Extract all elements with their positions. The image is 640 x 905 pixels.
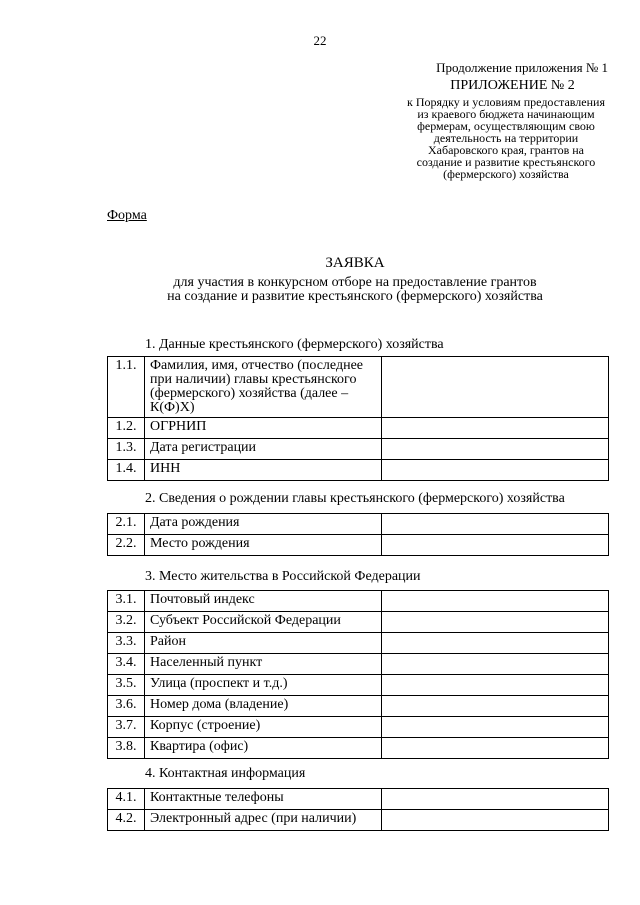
document-title: ЗАЯВКА (325, 255, 385, 271)
document-subtitle (0, 276, 640, 304)
value-cell-full-name[interactable] (382, 357, 609, 418)
appendix-desc-line: фермерам, осуществляющим свою (417, 119, 595, 133)
appendix-desc-line: создание и развитие крестьянского (416, 155, 596, 169)
value-cell-postal-code[interactable] (382, 591, 609, 612)
section-heading-4: 4. Контактная информация (145, 766, 306, 781)
value-cell-registration-date[interactable] (382, 439, 609, 460)
page-number: 22 (313, 33, 327, 48)
row-label: Улица (проспект и т.д.) (145, 675, 382, 696)
value-cell-apartment[interactable] (382, 738, 609, 759)
table-row (108, 514, 609, 535)
table-row (108, 460, 609, 481)
appendix-desc-line: из краевого бюджета начинающим (417, 107, 595, 121)
row-number: 3.5. (108, 675, 145, 696)
row-label: Фамилия, имя, отчество (последнее при наличии) главы крестьянского (фермерского) хозяйства (далее – К(Ф)Х) (145, 357, 382, 418)
value-cell-house-number[interactable] (382, 696, 609, 717)
appendix-desc-line: к Порядку и условиям предоставления (407, 95, 605, 109)
value-cell-settlement[interactable] (382, 654, 609, 675)
value-cell-birth-date[interactable] (382, 514, 609, 535)
row-number: 2.2. (108, 535, 145, 556)
table-row (108, 696, 609, 717)
value-cell-inn[interactable] (382, 460, 609, 481)
table-row (108, 675, 609, 696)
subtitle-line: для участия в конкурсном отборе на предоставление грантов (173, 275, 537, 290)
value-cell-district[interactable] (382, 633, 609, 654)
value-cell-street[interactable] (382, 675, 609, 696)
value-cell-email[interactable] (382, 810, 609, 831)
row-label: Дата регистрации (145, 439, 382, 460)
row-number: 3.3. (108, 633, 145, 654)
row-number: 3.1. (108, 591, 145, 612)
row-label: Дата рождения (145, 514, 382, 535)
row-label: Контактные телефоны (145, 789, 382, 810)
table-row (108, 439, 609, 460)
row-number: 1.4. (108, 460, 145, 481)
table-row (108, 654, 609, 675)
row-number: 3.2. (108, 612, 145, 633)
row-label: Место рождения (145, 535, 382, 556)
table-row (108, 357, 609, 418)
value-cell-building[interactable] (382, 717, 609, 738)
row-number: 3.6. (108, 696, 145, 717)
section-heading-3: 3. Место жительства в Российской Федерации (145, 569, 421, 584)
row-number: 3.7. (108, 717, 145, 738)
section-heading-2: 2. Сведения о рождении главы крестьянского (фермерского) хозяйства (145, 491, 565, 506)
row-number: 3.4. (108, 654, 145, 675)
table-row (108, 810, 609, 831)
row-label: Субъект Российской Федерации (145, 612, 382, 633)
row-label: Район (145, 633, 382, 654)
value-cell-federal-subject[interactable] (382, 612, 609, 633)
row-number: 4.1. (108, 789, 145, 810)
row-label: ОГРНИП (145, 418, 382, 439)
row-number: 2.1. (108, 514, 145, 535)
row-label: ИНН (145, 460, 382, 481)
appendix-desc-line: деятельность на территории (433, 131, 579, 145)
continuation-note: Продолжение приложения № 1 (436, 60, 608, 75)
section-4-table (107, 788, 609, 831)
row-label: Почтовый индекс (145, 591, 382, 612)
row-number: 1.3. (108, 439, 145, 460)
table-row (108, 633, 609, 654)
row-number: 3.8. (108, 738, 145, 759)
subtitle-line: на создание и развитие крестьянского (фермерского) хозяйства (167, 289, 543, 304)
row-label: Электронный адрес (при наличии) (145, 810, 382, 831)
value-cell-phones[interactable] (382, 789, 609, 810)
row-label: Населенный пункт (145, 654, 382, 675)
table-row (108, 591, 609, 612)
row-label: Номер дома (владение) (145, 696, 382, 717)
section-2-table (107, 513, 609, 556)
table-row (108, 418, 609, 439)
row-label: Квартира (офис) (145, 738, 382, 759)
table-row (108, 612, 609, 633)
table-row (108, 717, 609, 738)
section-3-table (107, 590, 609, 759)
table-row (108, 789, 609, 810)
row-label: Корпус (строение) (145, 717, 382, 738)
appendix-title: ПРИЛОЖЕНИЕ № 2 (450, 78, 575, 93)
form-label: Форма (107, 208, 147, 223)
appendix-description (390, 96, 622, 180)
section-heading-1: 1. Данные крестьянского (фермерского) хозяйства (145, 337, 444, 352)
table-row (108, 535, 609, 556)
row-number: 1.2. (108, 418, 145, 439)
appendix-desc-line: (фермерского) хозяйства (443, 167, 569, 181)
row-number: 4.2. (108, 810, 145, 831)
value-cell-birth-place[interactable] (382, 535, 609, 556)
row-number: 1.1. (108, 357, 145, 418)
section-1-table (107, 356, 609, 481)
value-cell-ogrnip[interactable] (382, 418, 609, 439)
appendix-desc-line: Хабаровского края, грантов на (427, 143, 585, 157)
table-row (108, 738, 609, 759)
